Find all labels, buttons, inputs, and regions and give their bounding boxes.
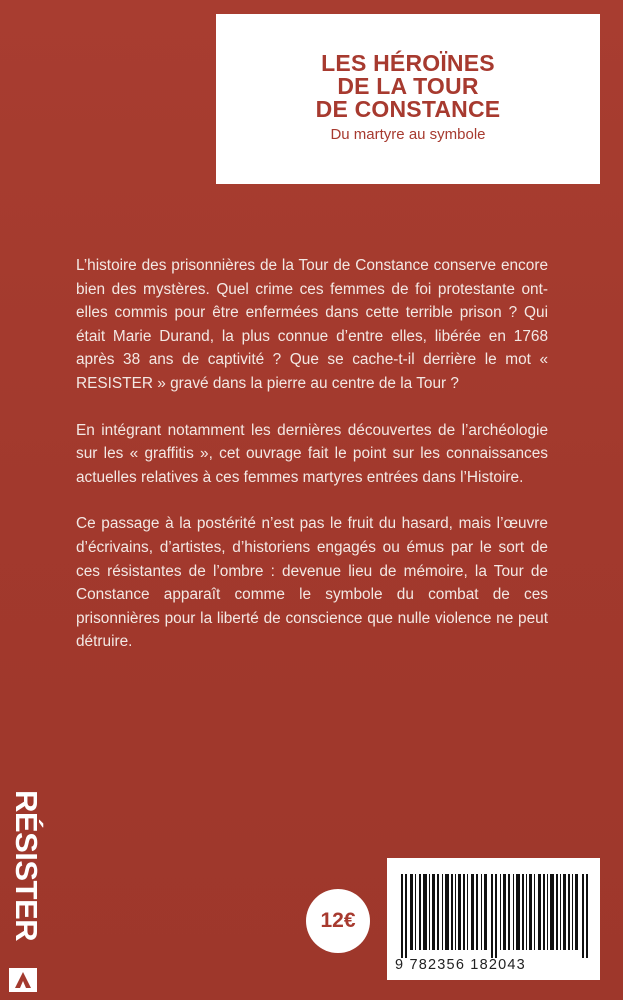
blurb (76, 254, 548, 677)
blurb-paragraph: En intégrant notamment les dernières découvertes de l’archéologie sur les « graffitis », cet ouvrage fait le point sur les connaissances actuelles relatives à ces femmes martyres entrées dans l’Histoire. (76, 421, 548, 486)
title-line: DE LA TOUR (337, 73, 479, 99)
publisher-name: RÉSISTER (9, 790, 44, 942)
isbn-number: 9 782356 182043 (395, 957, 526, 973)
title-line: LES HÉROÏNES (321, 50, 495, 76)
book-title (216, 52, 600, 121)
title-box (216, 14, 600, 184)
blurb-paragraph: Ce passage à la postérité n’est pas le fruit du hasard, mais l’œuvre d’écrivains, d’artistes, d’historiens engagés ou émus par le sort de ces résistantes de l’ombre : devenue lieu de mémoire, la Tour de Constance apparaît comme le symbole du combat de ces prisonnières pour la liberté de conscience que nulle violence ne peut détruire. (76, 515, 548, 651)
book-subtitle: Du martyre au symbole (330, 126, 486, 143)
publisher-brand (4, 790, 46, 1000)
blurb-paragraph: L’histoire des prisonnières de la Tour de Constance conserve encore bien des mystères. Quel crime ces femmes de foi protestante ont-elles commis pour être enfermées dans cette terrible prison ? Qui était Marie Durand, la plus connue d’entre elles, libérée en 1768 après 38 ans de captivité ? Que se cache-t-il derrière le mot « RESISTER » gravé dans la pierre au centre de la Tour ? (76, 257, 548, 392)
price-badge: 12€ (306, 889, 370, 953)
barcode (387, 858, 600, 980)
title-line: DE CONSTANCE (315, 96, 501, 122)
barcode-bars-icon (401, 874, 589, 958)
publisher-logo-icon (9, 968, 37, 992)
